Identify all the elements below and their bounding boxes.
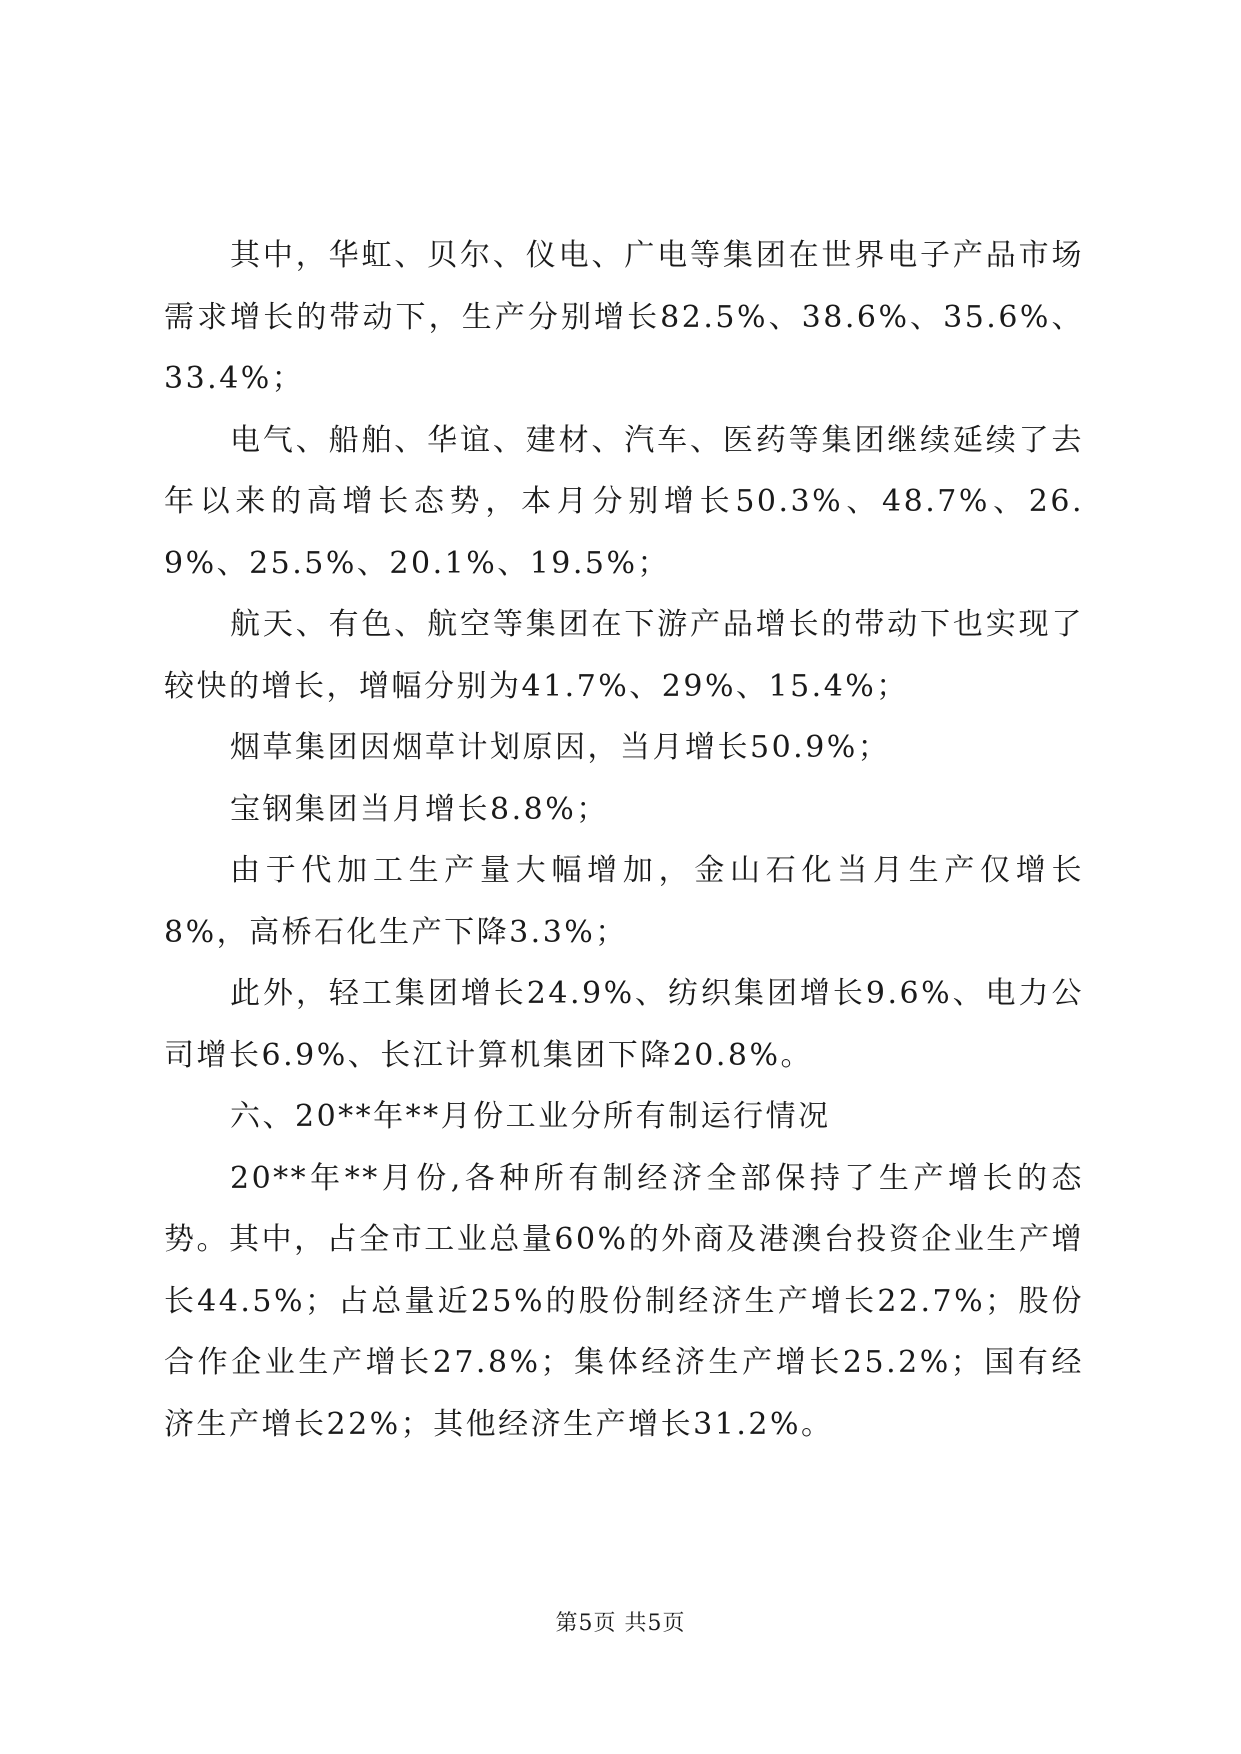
paragraph-electronics-groups: 其中，华虹、贝尔、仪电、广电等集团在世界电子产品市场需求增长的带动下，生产分别增长82.5%、38.6%、35.6%、33.4%；: [164, 238, 1084, 396]
paragraph-petrochemical: 由于代加工生产量大幅增加，金山石化当月生产仅增长8%，高桥石化生产下降3.3%；: [164, 853, 1084, 950]
paragraph-aerospace-groups: 航天、有色、航空等集团在下游产品增长的带动下也实现了较快的增长，增幅分别为41.7%、29%、15.4%；: [164, 607, 1084, 704]
paragraph-tobacco-group: 烟草集团因烟草计划原因，当月增长50.9%；: [230, 730, 891, 765]
paragraph-electric-shipbuilding-groups: 电气、船舶、华谊、建材、汽车、医药等集团继续延续了去年以来的高增长态势，本月分别增长50.3%、48.7%、26.9%、25.5%、20.1%、19.5%；: [164, 422, 1084, 581]
document-body: [164, 225, 1084, 1455]
page-footer: 第5页 共5页: [555, 1611, 686, 1636]
section-heading-ownership: 六、20**年**月份工业分所有制运行情况: [230, 1099, 831, 1134]
paragraph-ownership-details: 20**年**月份,各种所有制经济全部保持了生产增长的态势。其中，占全市工业总量60%的外商及港澳台投资企业生产增长44.5%；占总量近25%的股份制经济生产增长22.7%；股份合作企业生产增长27.8%；集体经济生产增长25.2%；国有经济生产增长22%；其他经济生产增长31.2%。: [164, 1160, 1084, 1442]
paragraph-other-groups: 此外，轻工集团增长24.9%、纺织集团增长9.6%、电力公司增长6.9%、长江计算机集团下降20.8%。: [164, 976, 1084, 1073]
paragraph-baosteel-group: 宝钢集团当月增长8.8%；: [230, 791, 609, 827]
